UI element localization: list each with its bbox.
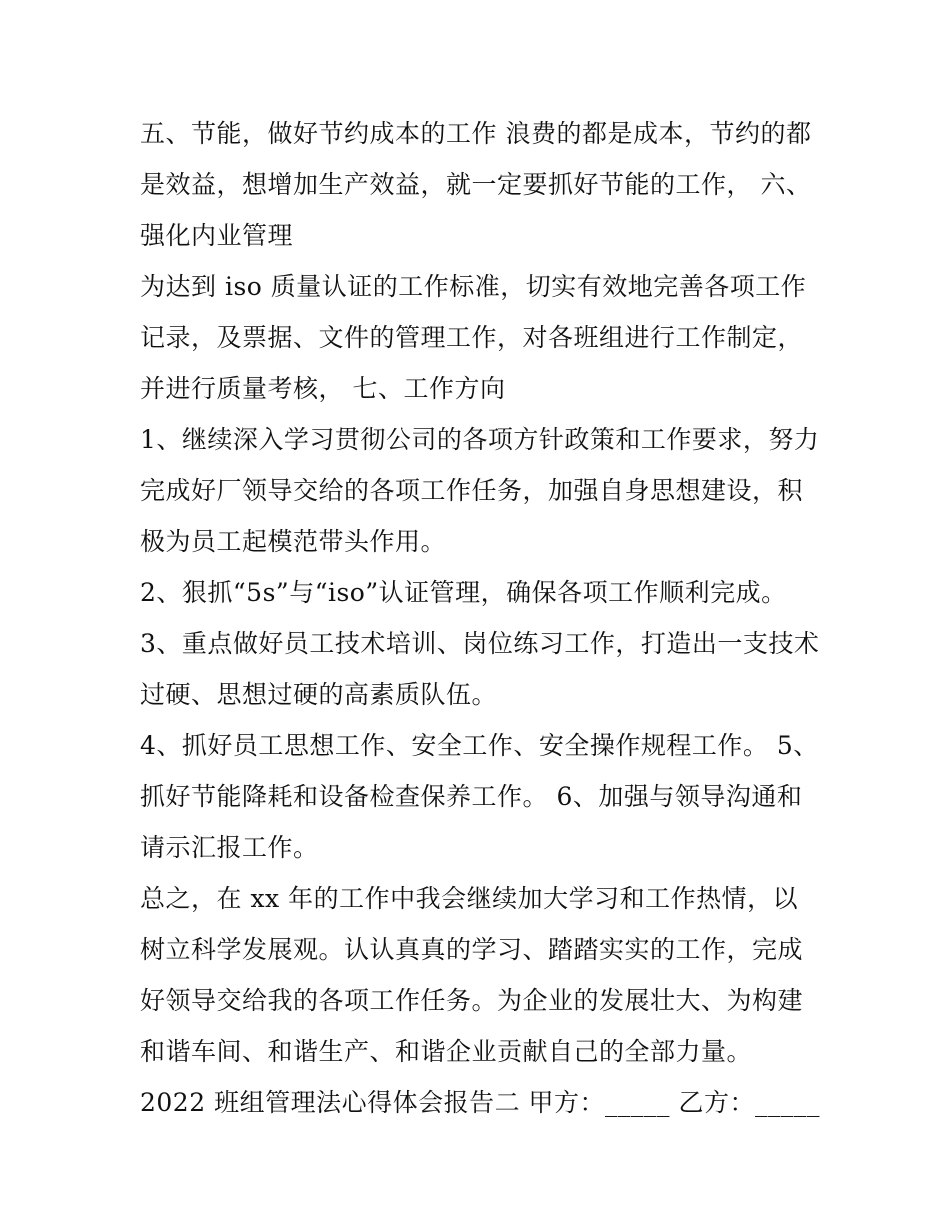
paragraph-conclusion: 总之，在 xx 年的工作中我会继续加大学习和工作热情，以树立科学发展观。认认真真的学习、踏踏实实的工作，完成好领导交给我的各项工作任务。为企业的发展壮大、为构建和谐车间、和谐生产、和谐企业贡献自己的全部力量。 <box>140 884 804 1066</box>
paragraph-iso-certification: 为达到 iso 质量认证的工作标准，切实有效地完善各项工作记录，及票据、文件的管理工作，对各班组进行工作制定，并进行质量考核， 七、工作方向 <box>140 272 807 403</box>
paragraph-direction-item-1: 1、继续深入学习贯彻公司的各项方针政策和工作要求，努力完成好厂领导交给的各项工作任务，加强自身思想建设，积极为员工起模范带头作用。 <box>140 425 820 556</box>
document-body <box>140 108 820 1128</box>
paragraph-report-two-heading: 2022 班组管理法心得体会报告二 甲方：_____ 乙方：_____ <box>140 1088 820 1117</box>
paragraph-energy-saving: 五、节能，做好节约成本的工作 浪费的都是成本，节约的都是效益，想增加生产效益，就一定要抓好节能的工作， 六、强化内业管理 <box>140 119 812 250</box>
paragraph-direction-items-2-3: 2、狠抓“5s”与“iso”认证管理，确保各项工作顺利完成。 3、重点做好员工技术培训、岗位练习工作，打造出一支技术过硬、思想过硬的高素质队伍。 <box>140 578 820 709</box>
paragraph-direction-items-4-6: 4、抓好员工思想工作、安全工作、安全操作规程工作。 5、抓好节能降耗和设备检查保养工作。 6、加强与领导沟通和请示汇报工作。 <box>140 731 819 862</box>
